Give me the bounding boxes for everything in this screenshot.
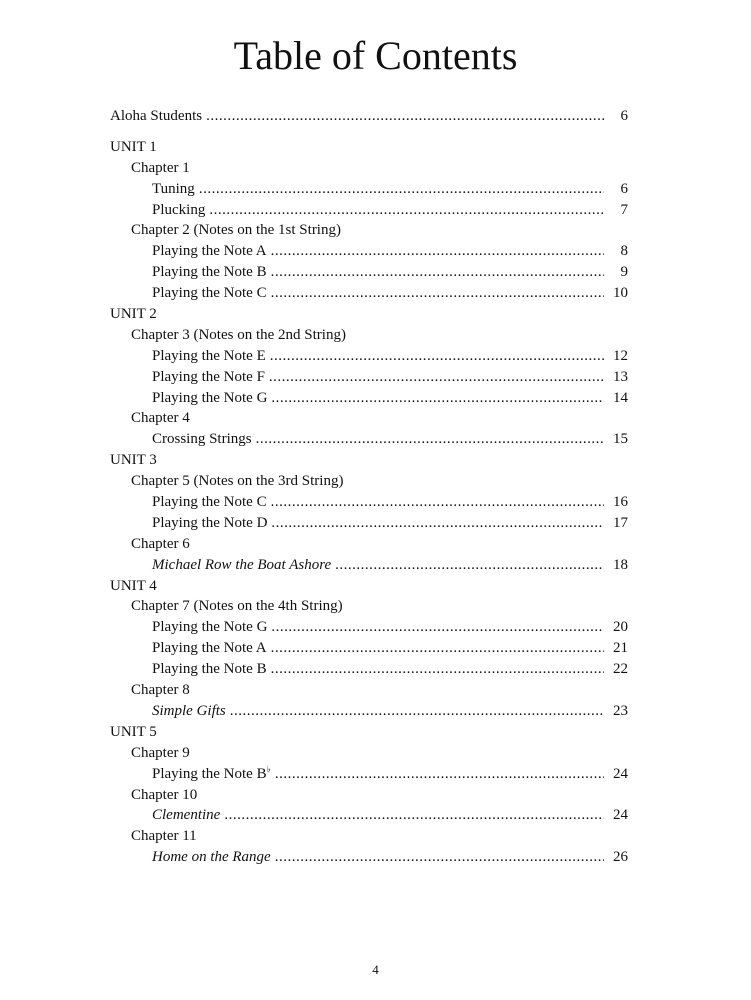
entry-label xyxy=(131,596,343,617)
entry-label xyxy=(131,785,197,806)
toc-entry[interactable] xyxy=(110,106,628,127)
page-title: Table of Contents xyxy=(233,33,518,78)
entry-label-text: Playing the Note F xyxy=(152,368,265,385)
chapter-heading xyxy=(110,534,628,555)
toc-entry[interactable] xyxy=(110,847,628,868)
entry-label-text: Playing the Note C xyxy=(152,285,267,302)
entry-label xyxy=(152,429,252,450)
entry-label-text: Chapter 10 xyxy=(131,786,198,803)
entry-label xyxy=(110,106,202,127)
entry-page-number: 15 xyxy=(613,431,628,448)
entry-label xyxy=(152,262,267,283)
entry-label-text: Chapter 11 xyxy=(131,828,197,845)
chapter-heading xyxy=(110,220,628,241)
entry-page-number: 24 xyxy=(613,807,628,824)
dot-leader xyxy=(271,659,604,680)
dot-leader xyxy=(271,241,604,262)
toc-entry[interactable] xyxy=(110,262,628,283)
entry-page-number: 24 xyxy=(613,765,628,782)
entry-label-text: Playing the Note C xyxy=(152,494,267,511)
toc-entry[interactable] xyxy=(110,513,628,534)
entry-label-text: Chapter 5 (Notes on the 3rd String) xyxy=(131,473,344,490)
unit-heading xyxy=(110,450,628,471)
chapter-heading xyxy=(110,158,628,179)
entry-label-text: UNIT 3 xyxy=(110,452,157,469)
dot-leader xyxy=(275,764,604,785)
entry-label xyxy=(152,659,267,680)
entry-label xyxy=(152,492,267,513)
entry-label xyxy=(131,826,197,847)
entry-page-number: 10 xyxy=(613,285,628,302)
entry-page-number: 8 xyxy=(620,243,628,260)
toc-entry[interactable] xyxy=(110,346,628,367)
chapter-heading xyxy=(110,471,628,492)
entry-page-number: 21 xyxy=(613,640,628,657)
toc-entry[interactable] xyxy=(110,367,628,388)
chapter-heading xyxy=(110,408,628,429)
entry-label-text: UNIT 2 xyxy=(110,306,157,323)
entry-label xyxy=(152,346,266,367)
entry-label xyxy=(152,847,271,868)
toc-entry[interactable] xyxy=(110,388,628,409)
entry-label xyxy=(110,722,157,743)
toc-entry[interactable] xyxy=(110,638,628,659)
entry-label-text: Chapter 9 xyxy=(131,744,190,761)
entry-label-text: Michael Row the Boat Ashore xyxy=(152,556,332,573)
entry-label xyxy=(152,638,267,659)
entry-page-number: 9 xyxy=(620,264,628,281)
entry-label xyxy=(152,617,267,638)
toc-entry[interactable] xyxy=(110,492,628,513)
entry-label-text: Home on the Range xyxy=(152,849,271,866)
entry-label xyxy=(131,680,190,701)
entry-label-text: UNIT 1 xyxy=(110,138,157,155)
entry-page-number: 12 xyxy=(613,347,628,364)
entry-label-text: Playing the Note B xyxy=(152,661,267,678)
unit-heading xyxy=(110,304,628,325)
toc-list xyxy=(110,106,628,868)
entry-label-text: UNIT 5 xyxy=(110,723,157,740)
entry-label xyxy=(131,408,190,429)
entry-label-text: UNIT 4 xyxy=(110,577,157,594)
entry-label xyxy=(131,220,341,241)
dot-leader xyxy=(230,701,604,722)
entry-label-text: Clementine xyxy=(152,807,221,824)
page-number: 4 xyxy=(372,962,379,977)
dot-leader xyxy=(271,388,604,409)
entry-label-text: Crossing Strings xyxy=(152,431,252,448)
toc-entry[interactable] xyxy=(110,659,628,680)
entry-label xyxy=(110,576,157,597)
entry-label xyxy=(131,325,346,346)
dot-leader xyxy=(199,179,604,200)
toc-entry[interactable] xyxy=(110,200,628,221)
entry-label-text: Tuning xyxy=(152,180,195,197)
chapter-heading xyxy=(110,325,628,346)
dot-leader xyxy=(275,847,604,868)
entry-page-number: 23 xyxy=(613,702,628,719)
toc-entry[interactable] xyxy=(110,701,628,722)
toc-entry[interactable] xyxy=(110,429,628,450)
dot-leader xyxy=(271,617,604,638)
entry-label xyxy=(152,701,226,722)
entry-label xyxy=(152,283,267,304)
entry-page-number: 16 xyxy=(613,494,628,511)
entry-label-text: Chapter 1 xyxy=(131,159,190,176)
unit-heading xyxy=(110,722,628,743)
entry-label xyxy=(152,388,267,409)
entry-label xyxy=(131,471,343,492)
entry-page-number: 20 xyxy=(613,619,628,636)
chapter-heading xyxy=(110,680,628,701)
entry-label-text: Simple Gifts xyxy=(152,702,226,719)
flat-symbol: ♭ xyxy=(266,763,271,774)
entry-label-text: Playing the Note A xyxy=(152,640,267,657)
toc-entry[interactable] xyxy=(110,805,628,826)
dot-leader xyxy=(271,492,604,513)
chapter-heading xyxy=(110,826,628,847)
entry-label-text: Aloha Students xyxy=(110,108,203,124)
entry-label-text: Playing the Note A xyxy=(152,243,267,260)
entry-page-number: 6 xyxy=(620,180,628,197)
dot-leader xyxy=(271,638,604,659)
dot-leader xyxy=(206,106,604,127)
entry-page-number: 14 xyxy=(613,389,628,406)
entry-label-text: Playing the Note B xyxy=(152,264,267,281)
dot-leader xyxy=(271,283,604,304)
entry-label-text: Playing the Note G xyxy=(152,619,268,636)
chapter-heading xyxy=(110,596,628,617)
toc-entry[interactable] xyxy=(110,555,628,576)
chapter-heading xyxy=(110,743,628,764)
chapter-heading xyxy=(110,785,628,806)
dot-leader xyxy=(335,555,604,576)
toc-entry[interactable] xyxy=(110,764,628,785)
entry-label-text: Chapter 8 xyxy=(131,682,190,699)
entry-label xyxy=(110,304,157,325)
entry-label-text: Chapter 6 xyxy=(131,535,190,552)
entry-label-text: Chapter 3 (Notes on the 2nd String) xyxy=(131,326,346,343)
dot-leader xyxy=(271,513,604,534)
dot-leader xyxy=(256,429,604,450)
toc-entry[interactable] xyxy=(110,241,628,262)
entry-label xyxy=(152,555,331,576)
dot-leader xyxy=(224,805,604,826)
entry-label xyxy=(110,137,157,158)
entry-label xyxy=(152,367,265,388)
entry-label xyxy=(152,513,267,534)
entry-label xyxy=(152,764,271,785)
entry-label-text: Chapter 7 (Notes on the 4th String) xyxy=(131,598,343,615)
dot-leader xyxy=(269,367,604,388)
entry-label-text: Playing the Note E xyxy=(152,347,266,364)
entry-label-text: Chapter 2 (Notes on the 1st String) xyxy=(131,222,341,239)
toc-entry[interactable] xyxy=(110,283,628,304)
entry-label xyxy=(152,241,267,262)
entry-label xyxy=(131,743,190,764)
entry-label-text: Playing the Note B xyxy=(152,765,267,782)
entry-label xyxy=(131,158,190,179)
entry-page-number: 22 xyxy=(613,661,628,678)
entry-page-number: 17 xyxy=(613,514,628,531)
toc-entry[interactable] xyxy=(110,617,628,638)
entry-page-number: 6 xyxy=(620,108,628,124)
unit-heading xyxy=(110,137,628,158)
entry-page-number: 7 xyxy=(620,201,628,218)
entry-page-number: 13 xyxy=(613,368,628,385)
entry-label-text: Plucking xyxy=(152,201,206,218)
dot-leader xyxy=(271,262,604,283)
entry-label-text: Chapter 4 xyxy=(131,410,190,427)
entry-label xyxy=(110,450,157,471)
unit-heading xyxy=(110,576,628,597)
entry-page-number: 18 xyxy=(613,556,628,573)
entry-label-text: Playing the Note D xyxy=(152,514,268,531)
entry-label xyxy=(152,179,195,200)
entry-label xyxy=(152,200,205,221)
entry-label xyxy=(131,534,190,555)
entry-page-number: 26 xyxy=(613,849,628,866)
entry-label xyxy=(152,805,220,826)
toc-entry[interactable] xyxy=(110,179,628,200)
entry-label-text: Playing the Note G xyxy=(152,389,268,406)
dot-leader xyxy=(270,346,604,367)
dot-leader xyxy=(209,200,604,221)
